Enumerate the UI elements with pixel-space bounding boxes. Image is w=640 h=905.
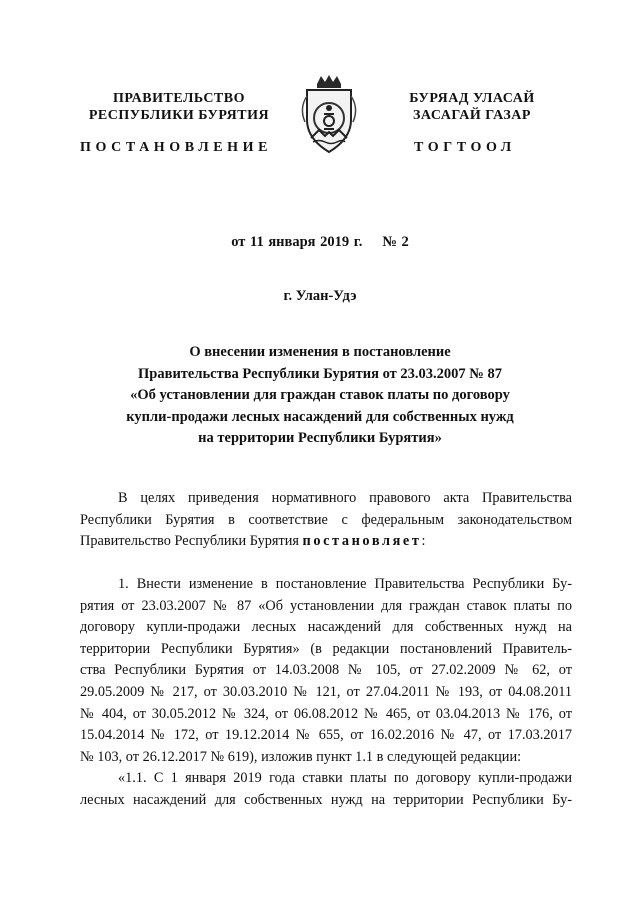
date-number-line: [0, 234, 640, 251]
document-date: от 11 января 2019 г.: [231, 234, 363, 250]
issuer-russian: [84, 90, 274, 124]
text-line: 15.04.2014 № 172, от 19.12.2014 № 655, от 16.02.2016 № 47, от 17.03.2017: [80, 727, 572, 744]
issuer-buryat-line1: БУРЯАД УЛАСАЙ: [409, 91, 535, 106]
title-line: О внесении изменения в постановление: [189, 344, 451, 360]
document-number: № 2: [382, 234, 409, 250]
title-line: Правительства Республики Бурятия от 23.03.2007 № 87: [138, 365, 502, 382]
issuer-russian-line1: ПРАВИТЕЛЬСТВО: [113, 91, 245, 106]
issuer-buryat-line2: ЗАСАГАЙ ГАЗАР: [413, 108, 531, 123]
title-line: на территории Республики Бурятия»: [198, 430, 442, 446]
title-line: «Об установлении для граждан ставок платы по договору: [130, 387, 510, 403]
text-line: ства Республики Бурятия от 14.03.2008 № 105, от 27.02.2009 № 62, от: [80, 662, 572, 679]
text-line: «1.1. С 1 января 2019 года ставки платы по договору купли-продажи: [118, 770, 572, 787]
text-line: № 404, от 30.05.2012 № 324, от 06.08.2012 № 465, от 03.04.2013 № 176, от: [80, 705, 572, 722]
issuer-buryat: [384, 90, 560, 124]
text-line: Республики Бурятия в соответствие с федеральным законодательством: [80, 511, 572, 528]
item-1-paragraph: [80, 574, 572, 812]
text-line: 1. Внести изменение в постановление Правительства Республики Бу-: [118, 576, 572, 592]
text-line: рятия от 23.03.2007 № 87 «Об установлении для граждан ставок платы по: [80, 597, 572, 614]
text-fragment: Правительство Республики Бурятия: [80, 533, 303, 550]
text-line: лесных насаждений для собственных нужд на территории Республики Бу-: [80, 791, 572, 808]
text-line: территории Республики Бурятия» (в редакции постановлений Правитель-: [80, 640, 572, 657]
text-line: № 103, от 26.12.2017 № 619), изложив пункт 1.1 в следующей редакции:: [80, 748, 522, 765]
doc-type-buryat: ТОГТООЛ: [414, 140, 516, 155]
text-fragment: :: [421, 533, 426, 550]
document-city: г. Улан-Удэ: [283, 288, 357, 304]
resolution-keyword: постановляет: [302, 533, 422, 550]
text-line: [80, 531, 572, 553]
text-line: договору купли-продажи лесных насаждений для собственных нужд на: [80, 619, 572, 636]
issuer-russian-line2: РЕСПУБЛИКИ БУРЯТИЯ: [88, 108, 270, 123]
preamble-paragraph: [80, 488, 572, 553]
document-title: [60, 342, 580, 450]
doc-type-russian: ПОСТАНОВЛЕНИЕ: [80, 140, 273, 155]
text-line: 29.05.2009 № 217, от 30.03.2010 № 121, от 27.04.2011 № 193, от 04.08.2011: [80, 683, 572, 700]
text-line: В целях приведения нормативного правового акта Правительства: [118, 490, 572, 506]
title-line: купли-продажи лесных насаждений для собственных нужд: [126, 408, 514, 425]
coat-of-arms-icon: [295, 74, 363, 156]
